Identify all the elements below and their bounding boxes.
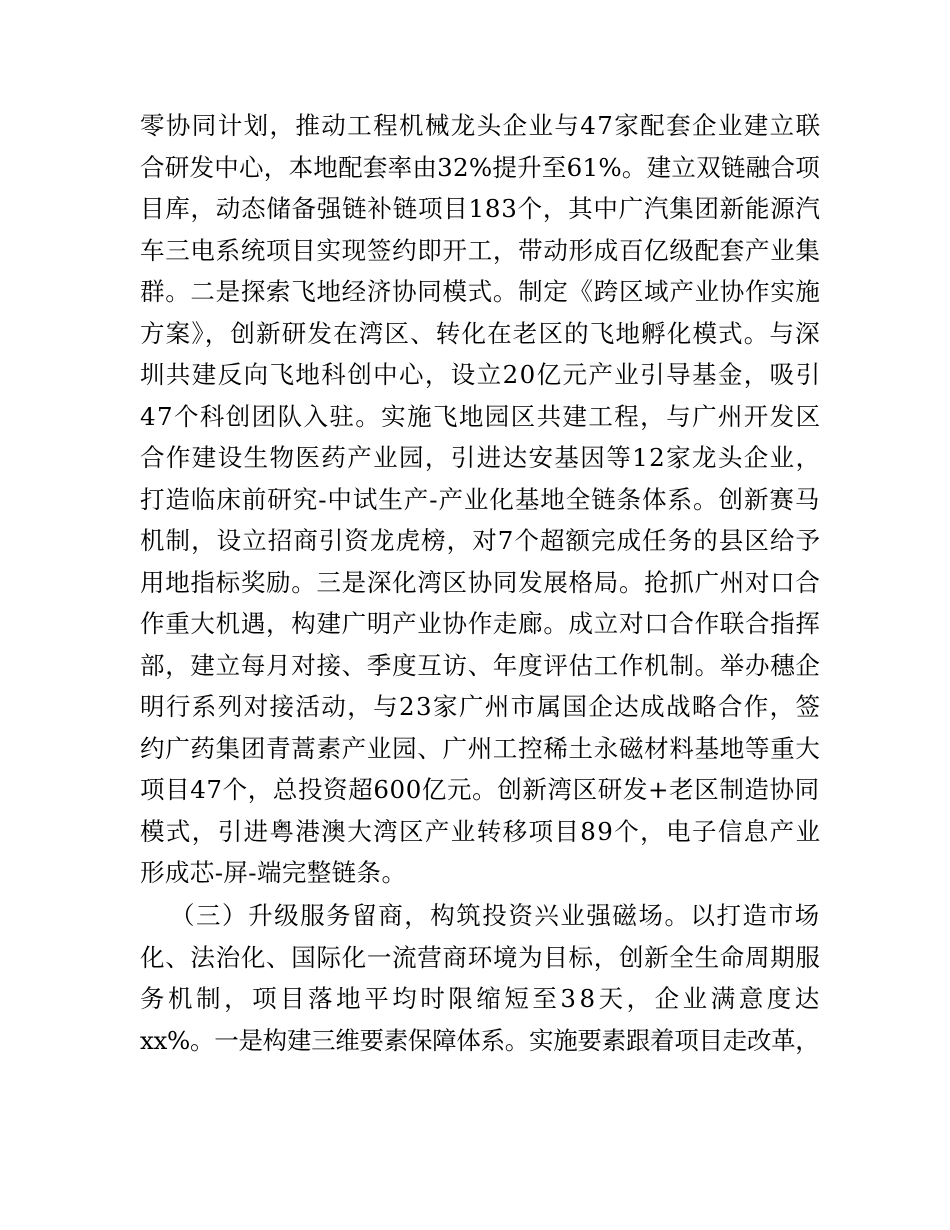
text-line: 47个科创团队入驻。实施飞地园区共建工程，与广州开发区	[140, 401, 822, 431]
text-line: 形成芯-屏-端完整链条。	[140, 858, 407, 887]
text-line: （三）升级服务留商，构筑投资兴业强磁场。以打造市场	[170, 901, 821, 930]
text-line: 约广药集团青蒿素产业园、广州工控稀土永磁材料基地等重大	[140, 733, 821, 763]
text-line: 用地指标奖励。三是深化湾区协同发展格局。抢抓广州对口合	[140, 567, 821, 597]
text-line: 零协同计划，推动工程机械龙头企业与47家配套企业建立联	[140, 111, 822, 140]
text-line: 合研发中心，本地配套率由32%提升至61%。建立双链融合项	[140, 152, 821, 182]
text-line: 目库，动态储备强链补链项目183个，其中广汽集团新能源汽	[140, 194, 821, 223]
text-line: 车三电系统项目实现签约即开工，带动形成百亿级配套产业集	[140, 235, 821, 265]
text-line: 明行系列对接活动，与23家广州市属国企达成战略合作，签	[140, 692, 822, 721]
text-line: 机制，设立招商引资龙虎榜，对7个超额完成任务的县区给予	[140, 526, 822, 555]
text-line: 方案》，创新研发在湾区、转化在老区的飞地孵化模式。与深	[140, 318, 821, 348]
text-line: 务机制，项目落地平均时限缩短至38天，企业满意度达	[140, 984, 823, 1013]
text-line: 作重大机遇，构建广明产业协作走廊。成立对口合作联合指挥	[140, 609, 821, 638]
text-line: 合作建设生物医药产业园，引进达安基因等12家龙头企业，	[140, 443, 822, 472]
text-line: xx%。一是构建三维要素保障体系。实施要素跟着项目走改革，	[140, 1025, 820, 1055]
text-line: 群。二是探索飞地经济协同模式。制定《跨区域产业协作实施	[140, 277, 821, 306]
text-line: 圳共建反向飞地科创中心，设立20亿元产业引导基金，吸引	[140, 360, 822, 389]
text-line: 部，建立每月对接、季度互访、年度评估工作机制。举办穗企	[140, 650, 821, 680]
text-line: 模式，引进粤港澳大湾区产业转移项目89个，电子信息产业	[140, 816, 822, 846]
text-line: 打造临床前研究-中试生产-产业化基地全链条体系。创新赛马	[140, 484, 821, 514]
text-line: 化、法治化、国际化一流营商环境为目标，创新全生命周期服	[140, 942, 821, 972]
text-line: 项目47个，总投资超600亿元。创新湾区研发+老区制造协同	[140, 775, 820, 804]
